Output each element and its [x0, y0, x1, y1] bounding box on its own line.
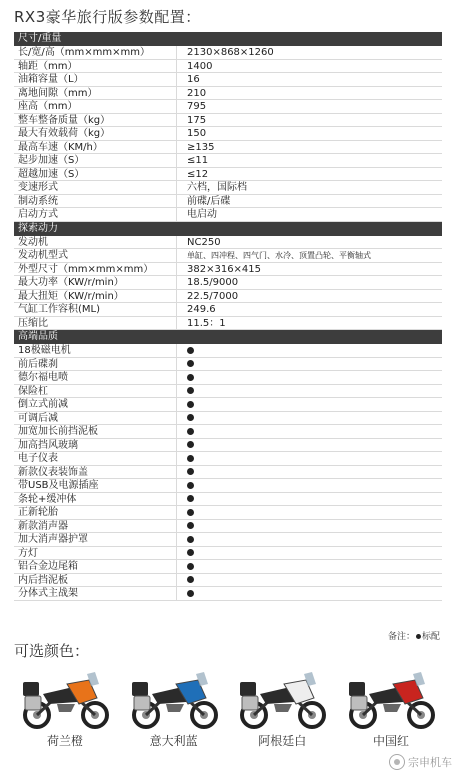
spec-label: 分体式主战架	[14, 587, 177, 600]
spec-label: 加高挡风玻璃	[14, 439, 177, 452]
spec-label: 最大有效载荷（kg）	[14, 127, 177, 140]
standard-dot-icon	[187, 360, 194, 367]
spec-value: 前碟/后碟	[187, 195, 231, 207]
spec-value	[177, 587, 442, 600]
spec-value	[177, 344, 442, 357]
spec-value: 18.5/9000	[187, 277, 239, 288]
standard-dot-icon	[187, 347, 194, 354]
spec-label: 内后挡泥板	[14, 574, 177, 587]
spec-label: 条轮+缓冲体	[14, 493, 177, 506]
spec-value	[177, 574, 442, 587]
spec-value: ≤11	[187, 155, 209, 166]
spec-value: ≤12	[187, 168, 209, 180]
wechat-logo-icon	[389, 754, 405, 770]
spec-row	[14, 127, 442, 141]
spec-value: 16	[187, 74, 200, 85]
motorcycle-icon	[126, 668, 222, 730]
spec-row	[14, 520, 442, 534]
spec-row	[14, 154, 442, 168]
color-name: 荷兰橙	[46, 734, 83, 748]
spec-row	[14, 587, 442, 601]
spec-value	[177, 439, 442, 452]
spec-value	[177, 479, 442, 492]
spec-value: 1400	[187, 60, 213, 72]
spec-row	[14, 303, 442, 317]
spec-row	[14, 46, 442, 60]
standard-dot-icon	[187, 482, 194, 489]
spec-label: 制动系统	[14, 195, 177, 208]
color-option	[340, 668, 442, 749]
spec-label: 最高车速（KM/h）	[14, 141, 177, 154]
spec-label: 方灯	[14, 547, 177, 560]
spec-value	[177, 358, 442, 371]
spec-row	[14, 533, 442, 547]
spec-row	[14, 385, 442, 399]
spec-row	[14, 344, 442, 358]
motorcycle-icon	[17, 668, 113, 730]
standard-dot-icon	[187, 387, 194, 394]
standard-dot-icon	[416, 634, 421, 639]
spec-row	[14, 317, 442, 331]
spec-row	[14, 73, 442, 87]
spec-value: 22.5/7000	[187, 290, 239, 302]
standard-dot-icon	[187, 428, 194, 435]
spec-row	[14, 371, 442, 385]
spec-label: 正新轮胎	[14, 506, 177, 519]
spec-row	[14, 412, 442, 426]
standard-dot-icon	[187, 563, 194, 570]
spec-label: 外型尺寸（mm×mm×mm）	[14, 263, 177, 276]
spec-row	[14, 100, 442, 114]
colors-title: 可选颜色：	[14, 642, 90, 660]
standard-dot-icon	[187, 441, 194, 448]
spec-row	[14, 208, 442, 222]
spec-value: NC250	[187, 236, 221, 248]
spec-row	[14, 506, 442, 520]
spec-value: ≥135	[187, 141, 215, 153]
spec-row	[14, 479, 442, 493]
spec-value: 210	[187, 87, 207, 99]
spec-value	[177, 398, 442, 411]
spec-row	[14, 168, 442, 182]
spec-value	[177, 452, 442, 465]
spec-label: 轴距（mm）	[14, 60, 177, 73]
standard-dot-icon	[187, 455, 194, 462]
spec-label: 长/宽/高（mm×mm×mm）	[14, 46, 177, 59]
spec-label: 新款仪表装饰盖	[14, 466, 177, 479]
spec-row	[14, 87, 442, 101]
spec-row	[14, 452, 442, 466]
spec-row	[14, 493, 442, 507]
spec-row	[14, 466, 442, 480]
spec-row	[14, 547, 442, 561]
spec-label: 德尔福电喷	[14, 371, 177, 384]
standard-dot-icon	[187, 414, 194, 421]
spec-label: 保险杠	[14, 385, 177, 398]
spec-row	[14, 560, 442, 574]
standard-dot-icon	[187, 509, 194, 516]
spec-value	[177, 533, 442, 546]
spec-value	[177, 371, 442, 384]
spec-value: 六档，国际档	[187, 182, 247, 193]
spec-row	[14, 249, 442, 263]
spec-row	[14, 439, 442, 453]
spec-value	[177, 560, 442, 573]
motorcycle-icon	[343, 668, 439, 730]
spec-value	[177, 520, 442, 533]
spec-value: 175	[187, 114, 207, 126]
standard-dot-icon	[187, 495, 194, 502]
spec-label: 起步加速（S）	[14, 154, 177, 167]
spec-row	[14, 195, 442, 209]
spec-value: 382×316×415	[187, 263, 262, 275]
color-name: 中国红	[372, 734, 409, 748]
legend-note	[388, 629, 440, 642]
standard-dot-icon	[187, 549, 194, 556]
spec-value: 150	[187, 128, 207, 139]
spec-value	[177, 425, 442, 438]
color-option	[14, 668, 116, 749]
spec-label: 座高（mm）	[14, 100, 177, 113]
spec-label: 启动方式	[14, 208, 177, 221]
spec-label: 变速形式	[14, 181, 177, 194]
standard-dot-icon	[187, 536, 194, 543]
spec-value: 2130×868×1260	[187, 47, 274, 58]
section-header: 尺寸/重量	[14, 32, 442, 46]
spec-row	[14, 574, 442, 588]
standard-dot-icon	[187, 374, 194, 381]
spec-row	[14, 358, 442, 372]
watermark	[389, 754, 452, 770]
spec-value	[177, 412, 442, 425]
spec-value	[177, 506, 442, 519]
spec-label: 气缸工作容积(ML)	[14, 303, 177, 316]
spec-value	[177, 466, 442, 479]
legend-prefix: 备注：	[387, 632, 415, 642]
spec-row	[14, 181, 442, 195]
spec-label: 18极磁电机	[14, 344, 177, 357]
spec-row	[14, 236, 442, 250]
standard-dot-icon	[187, 590, 194, 597]
spec-label: 发动机	[14, 236, 177, 249]
spec-row	[14, 141, 442, 155]
spec-row	[14, 114, 442, 128]
spec-value: 249.6	[187, 304, 216, 315]
standard-dot-icon	[187, 576, 194, 583]
spec-value	[177, 493, 442, 506]
spec-row	[14, 425, 442, 439]
spec-label: 电子仪表	[14, 452, 177, 465]
section-header: 探索动力	[14, 222, 442, 236]
standard-dot-icon	[187, 522, 194, 529]
color-name: 阿根廷白	[258, 734, 307, 748]
spec-label: 压缩比	[14, 317, 177, 330]
spec-row	[14, 290, 442, 304]
color-options	[14, 668, 442, 749]
spec-label: 新款消声器	[14, 520, 177, 533]
spec-value: 单缸、四冲程、四气门、水冷、顶置凸轮、平衡轴式	[187, 251, 371, 260]
spec-label: 加大消声器护罩	[14, 533, 177, 546]
spec-label: 离地间隙（mm）	[14, 87, 177, 100]
spec-table	[14, 32, 442, 601]
legend-suffix: 标配	[421, 632, 440, 642]
standard-dot-icon	[187, 468, 194, 475]
spec-label: 倒立式前减	[14, 398, 177, 411]
spec-label: 超越加速（S）	[14, 168, 177, 181]
spec-label: 前后碟刹	[14, 358, 177, 371]
spec-label: 油箱容量（L）	[14, 73, 177, 86]
color-option	[231, 668, 333, 749]
motorcycle-icon	[234, 668, 330, 730]
spec-value	[177, 385, 442, 398]
spec-value	[177, 547, 442, 560]
spec-row	[14, 263, 442, 277]
section-header: 高端品质	[14, 330, 442, 344]
page-title: RX3豪华旅行版参数配置：	[14, 8, 201, 26]
spec-label: 最大功率（KW/r/min）	[14, 276, 177, 289]
spec-row	[14, 60, 442, 74]
spec-label: 最大扭矩（KW/r/min）	[14, 290, 177, 303]
spec-label: 发动机型式	[14, 249, 177, 262]
standard-dot-icon	[187, 401, 194, 408]
spec-label: 可调后减	[14, 412, 177, 425]
color-name: 意大利蓝	[149, 734, 198, 748]
spec-value: 795	[187, 101, 207, 112]
watermark-text: 宗申机车	[408, 756, 452, 769]
spec-label: 铝合金边尾箱	[14, 560, 177, 573]
spec-value: 11.5：1	[187, 317, 226, 329]
spec-label: 整车整备质量（kg）	[14, 114, 177, 127]
spec-row	[14, 398, 442, 412]
spec-row	[14, 276, 442, 290]
spec-label: 带USB及电源插座	[14, 479, 177, 492]
spec-value: 电启动	[187, 209, 217, 220]
spec-label: 加宽加长前挡泥板	[14, 425, 177, 438]
color-option	[123, 668, 225, 749]
